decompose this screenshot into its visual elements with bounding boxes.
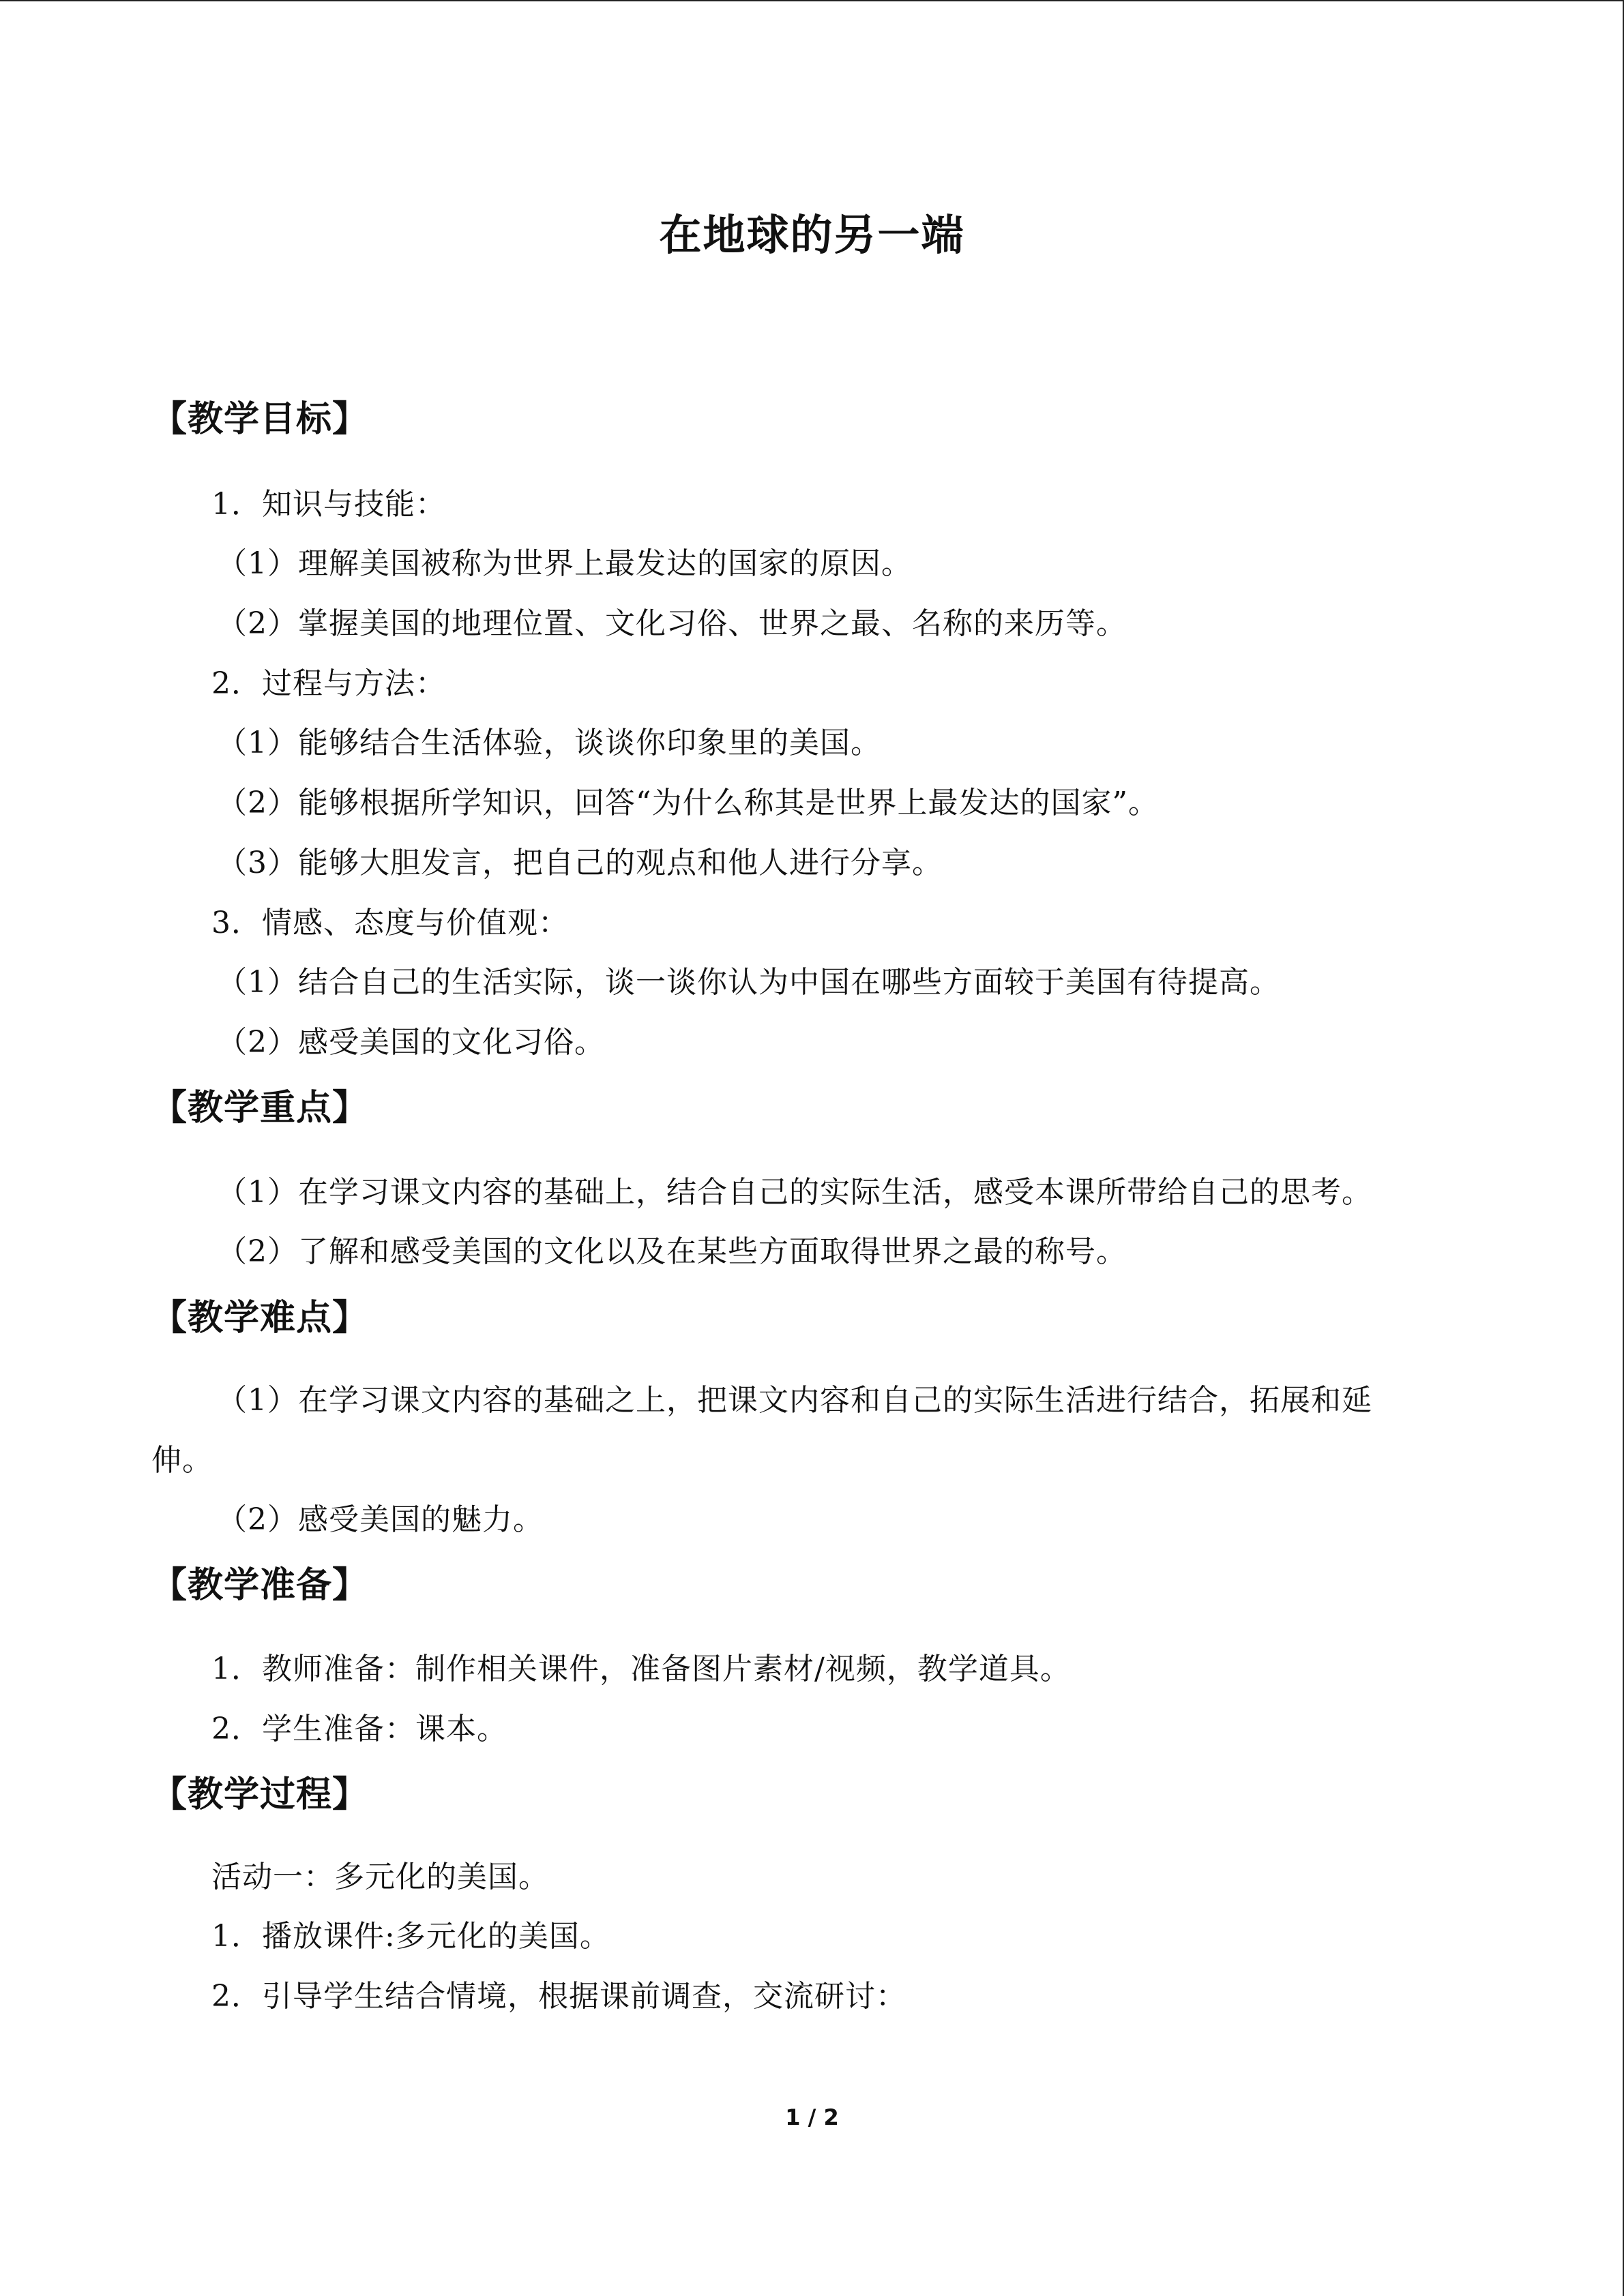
goal-line: 3．情感、态度与价值观： <box>211 906 569 940</box>
preparation-line: 2．学生准备：课本。 <box>211 1712 507 1746</box>
heading-preparation: 【教学准备】 <box>151 1564 369 1606</box>
document-title: 在地球的另一端 <box>659 210 965 260</box>
goal-line: （1）能够结合生活体验，谈谈你印象里的美国。 <box>217 726 881 760</box>
heading-difficulties: 【教学难点】 <box>151 1297 369 1339</box>
key-point-line: （2）了解和感受美国的文化以及在某些方面取得世界之最的称号。 <box>217 1234 1127 1269</box>
heading-key-points: 【教学重点】 <box>151 1087 369 1129</box>
process-line: 1．播放课件:多元化的美国。 <box>211 1919 610 1954</box>
preparation-line: 1．教师准备：制作相关课件，准备图片素材/视频，教学道具。 <box>211 1652 1071 1686</box>
difficulty-line: （1）在学习课文内容的基础之上，把课文内容和自己的实际生活进行结合，拓展和延 <box>217 1383 1372 1418</box>
key-point-line: （1）在学习课文内容的基础上，结合自己的实际生活，感受本课所带给自己的思考。 <box>217 1175 1372 1210</box>
goal-line: （2）掌握美国的地理位置、文化习俗、世界之最、名称的来历等。 <box>217 606 1127 641</box>
page-number: 1 / 2 <box>785 2104 839 2130</box>
heading-process: 【教学过程】 <box>151 1774 369 1815</box>
difficulty-line: 伸。 <box>151 1443 213 1478</box>
process-line: 2．引导学生结合情境，根据课前调查，交流研讨： <box>211 1979 906 2014</box>
process-line: 活动一：多元化的美国。 <box>211 1860 549 1894</box>
goal-line: 2．过程与方法： <box>211 666 446 701</box>
goal-line: （1）结合自己的生活实际，谈一谈你认为中国在哪些方面较于美国有待提高。 <box>217 965 1280 1000</box>
heading-teaching-goals: 【教学目标】 <box>151 398 369 440</box>
goal-line: （3）能够大胆发言，把自己的观点和他人进行分享。 <box>217 846 943 880</box>
goal-line: （2）感受美国的文化习俗。 <box>217 1025 605 1060</box>
goal-line: （2）能够根据所学知识，回答“为什么称其是世界上最发达的国家”。 <box>217 786 1159 820</box>
goal-line: 1．知识与技能： <box>211 487 446 522</box>
difficulty-line: （2）感受美国的魅力。 <box>217 1502 544 1537</box>
goal-line: （1）理解美国被称为世界上最发达的国家的原因。 <box>217 546 912 581</box>
